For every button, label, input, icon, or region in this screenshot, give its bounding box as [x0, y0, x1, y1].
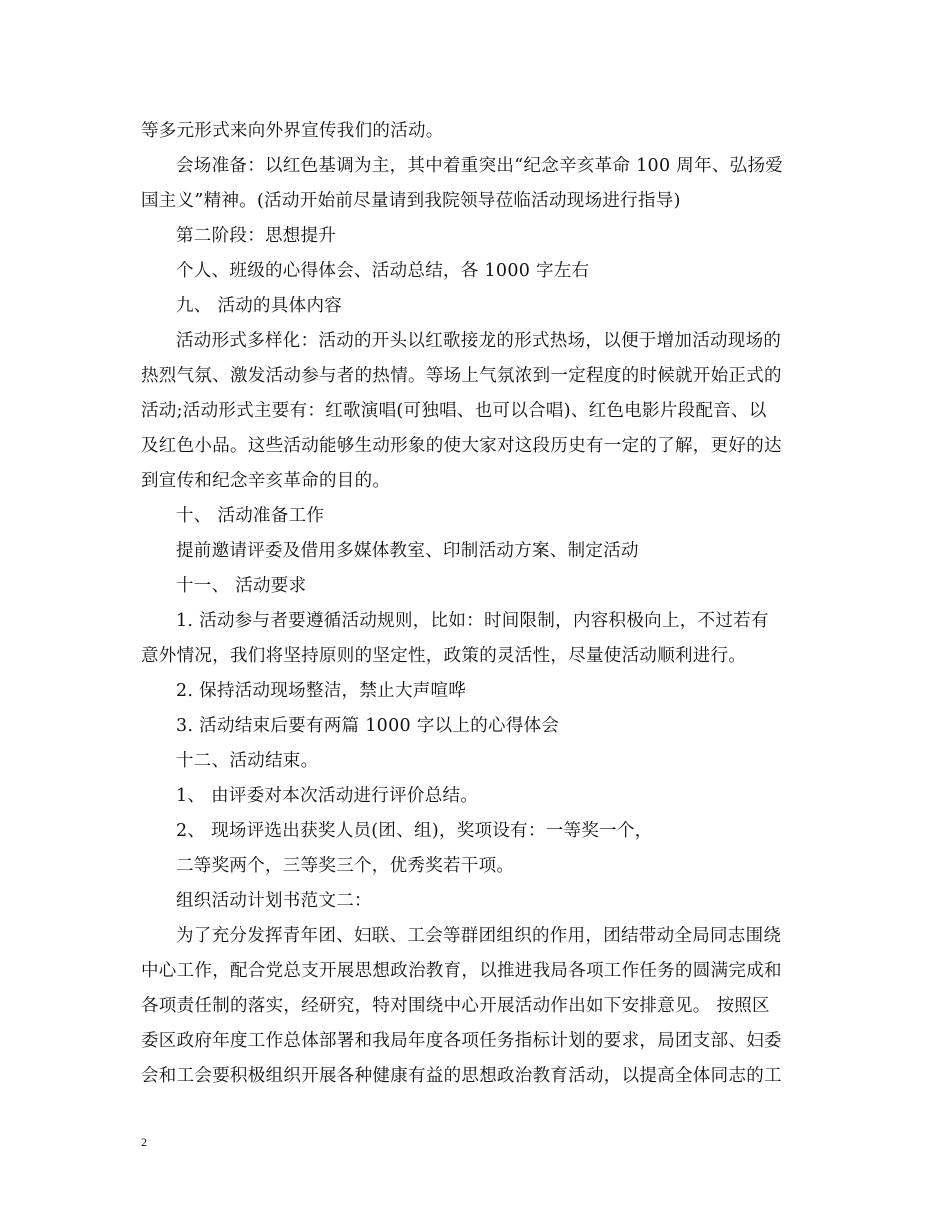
text-line: 第二阶段：思想提升: [176, 226, 337, 246]
text-line: 提前邀请评委及借用多媒体教室、印制活动方案、制定活动: [176, 541, 639, 561]
text-line: 委区政府年度工作总体部署和我局年度各项任务指标计划的要求，局团支部、妇委: [141, 1031, 782, 1051]
section-heading: 九、 活动的具体内容: [176, 296, 343, 316]
page-number: 2: [141, 1135, 147, 1149]
text-line: 及红色小品。这些活动能够生动形象的使大家对这段历史有一定的了解，更好的达: [141, 436, 782, 456]
text-line: 会和工会要积极组织开展各种健康有益的思想政治教育活动，以提高全体同志的工: [141, 1066, 782, 1086]
text-line: 活动形式多样化：活动的开头以红歌接龙的形式热场，以便于增加活动现场的: [176, 331, 782, 351]
text-line: 二等奖两个，三等奖三个，优秀奖若干项。: [176, 856, 515, 876]
section-heading: 十、 活动准备工作: [176, 506, 325, 526]
text-line: 国主义”精神。(活动开始前尽量请到我院领导莅临活动现场进行指导): [141, 191, 681, 211]
text-line: 等多元形式来向外界宣传我们的活动。: [141, 121, 444, 141]
section-heading: 十二、活动结束。: [176, 751, 319, 771]
list-item: 1、 由评委对本次活动进行评价总结。: [176, 786, 479, 806]
text-line: 意外情况，我们将坚持原则的坚定性，政策的灵活性，尽量使活动顺利进行。: [141, 646, 747, 666]
text-line: 到宣传和纪念辛亥革命的目的。: [141, 471, 391, 491]
list-item: 2. 保持活动现场整洁，禁止大声喧哗: [176, 681, 467, 701]
text-line: 会场准备：以红色基调为主，其中着重突出“纪念辛亥革命 100 周年、弘扬爱: [176, 156, 784, 176]
text-line: 热烈气氛、激发活动参与者的热情。等场上气氛浓到一定程度的时候就开始正式的: [141, 366, 782, 386]
list-item: 1. 活动参与者要遵循活动规则，比如：时间限制，内容积极向上，不过若有: [176, 611, 769, 631]
section-heading: 十一、 活动要求: [176, 576, 307, 596]
text-line: 为了充分发挥青年团、妇联、工会等群团组织的作用，团结带动全局同志围绕: [176, 926, 782, 946]
text-line: 个人、班级的心得体会、活动总结，各 1000 字左右: [176, 261, 590, 281]
text-line: 活动;活动形式主要有：红歌演唱(可独唱、也可以合唱)、红色电影片段配音、以: [141, 401, 767, 421]
text-line: 中心工作，配合党总支开展思想政治教育，以推进我局各项工作任务的圆满完成和: [141, 961, 782, 981]
list-item: 3. 活动结束后要有两篇 1000 字以上的心得体会: [176, 716, 560, 736]
text-line: 各项责任制的落实，经研究，特对围绕中心开展活动作出如下安排意见。 按照区: [141, 996, 770, 1016]
section-heading: 组织活动计划书范文二：: [176, 891, 372, 911]
list-item: 2、 现场评选出获奖人员(团、组)，奖项设有：一等奖一个，: [176, 821, 653, 841]
